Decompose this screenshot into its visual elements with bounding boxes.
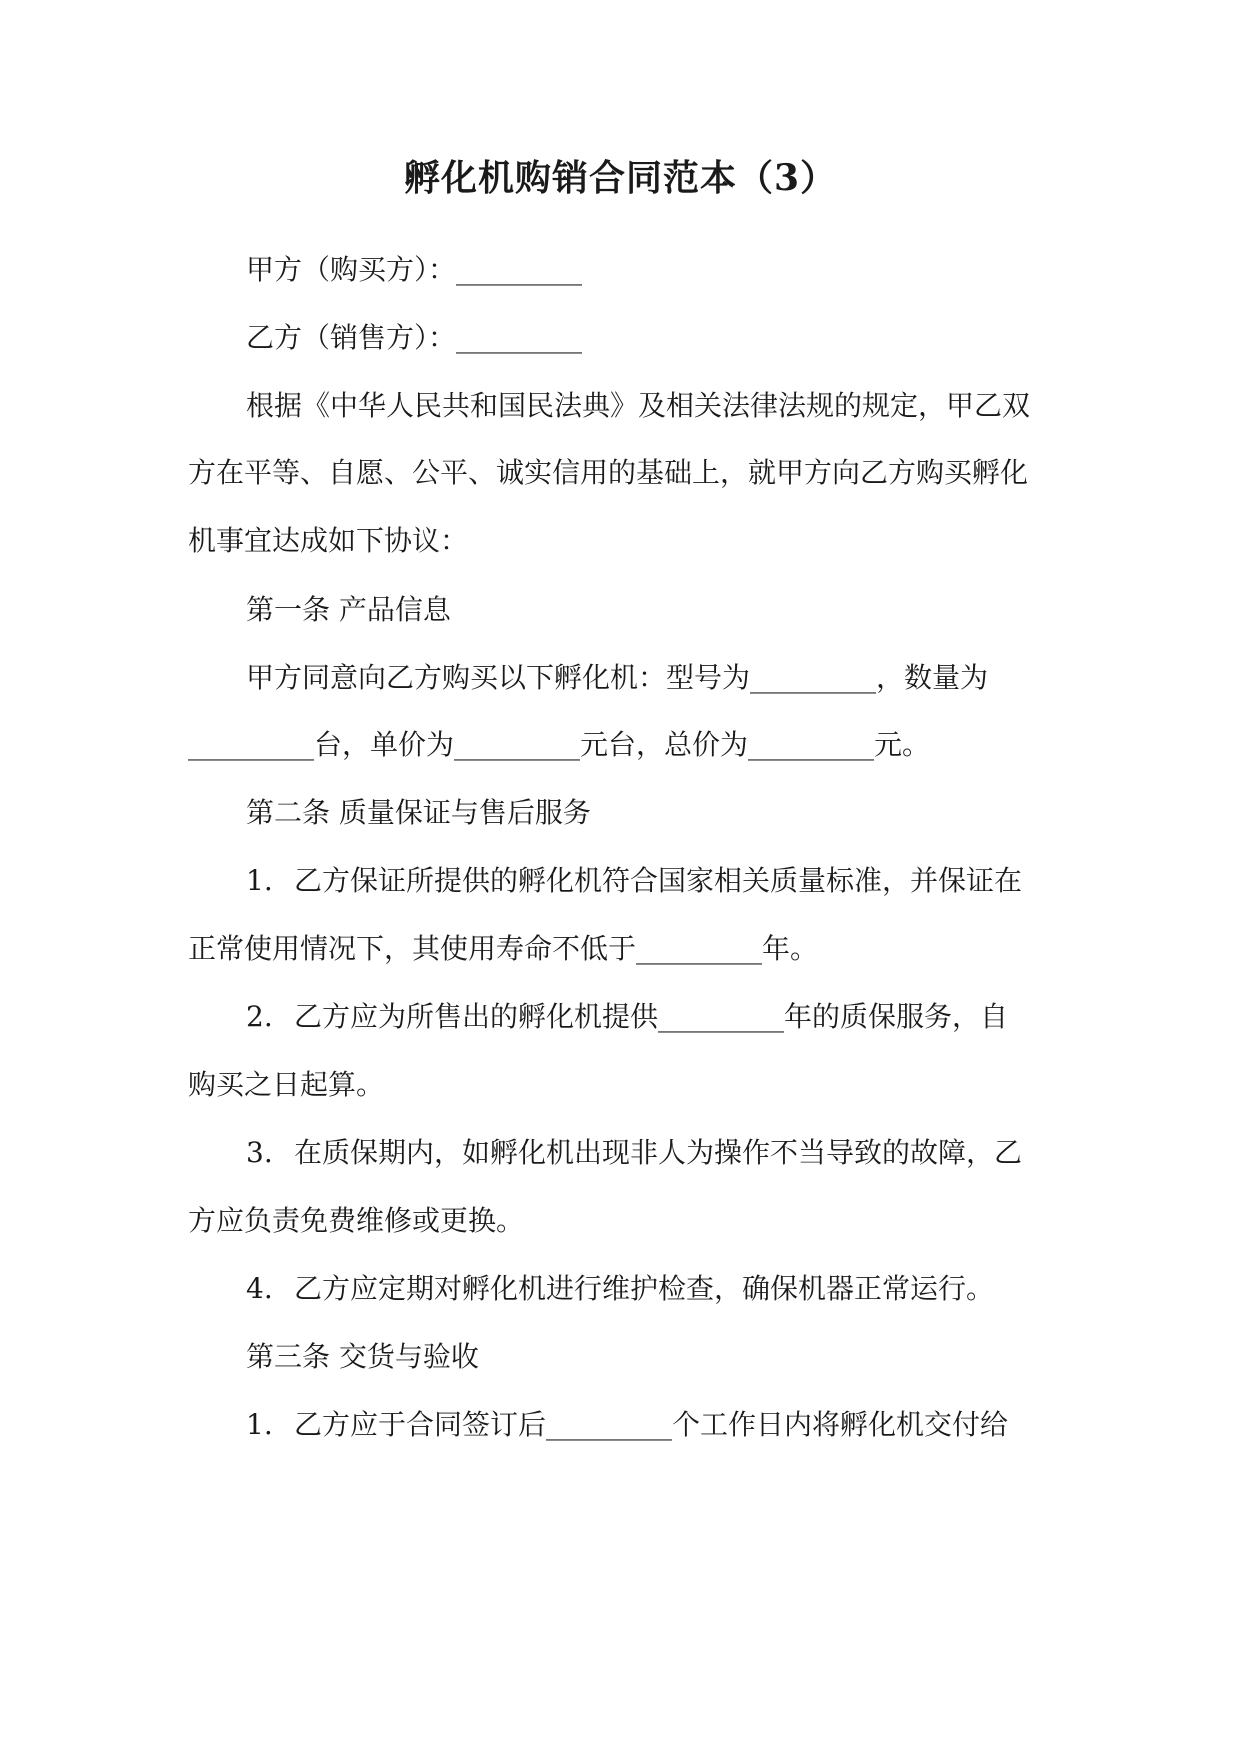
- item-text: 乙方应定期对孵化机进行维护检查，确保机器正常运行。: [294, 1272, 995, 1305]
- intro-line-2: 方在平等、自愿、公平、诚实信用的基础上，就甲方向乙方购买孵化: [188, 456, 1029, 489]
- article-2-item-2-line-2: 购买之日起算。: [188, 1068, 385, 1101]
- article-2-item-2-line-1: [246, 997, 1009, 1037]
- item-number: 2.: [246, 1000, 273, 1033]
- item-text: 乙方应于合同签订后_________个工作日内将孵化机交付给: [294, 1408, 1009, 1441]
- item-number: 3.: [246, 1136, 273, 1169]
- item-number: 1.: [246, 864, 273, 897]
- item-text: 在质保期内，如孵化机出现非人为操作不当导致的故障，乙: [294, 1136, 1023, 1169]
- item-text: 乙方保证所提供的孵化机符合国家相关质量标准，并保证在: [294, 864, 1023, 897]
- article-3-item-1-line-1: [246, 1405, 1009, 1445]
- document-title: 孵化机购销合同范本（3）: [403, 157, 838, 199]
- party-a: 甲方（购买方）：_________: [246, 253, 583, 286]
- article-2-item-3-line-1: [246, 1133, 1023, 1173]
- item-number: 1.: [246, 1408, 273, 1441]
- article-2-item-3-line-2: 方应负责免费维修或更换。: [188, 1204, 525, 1237]
- intro-line-3: 机事宜达成如下协议：: [188, 524, 469, 557]
- article-2-item-4-line-1: [246, 1269, 994, 1309]
- item-number: 4.: [246, 1272, 273, 1305]
- item-text: 乙方应为所售出的孵化机提供_________年的质保服务，自: [294, 1000, 1009, 1033]
- article-3-heading: 第三条 交货与验收: [246, 1340, 479, 1373]
- article-2-item-1-line-1: [246, 861, 1023, 901]
- party-b: 乙方（销售方）：_________: [246, 321, 583, 354]
- article-2-heading: 第二条 质量保证与售后服务: [246, 796, 591, 829]
- article-1-heading: 第一条 产品信息: [246, 593, 451, 626]
- article-1-line-1: 甲方同意向乙方购买以下孵化机：型号为_________，数量为: [246, 661, 989, 694]
- intro-line-1: 根据《中华人民共和国民法典》及相关法律法规的规定，甲乙双: [246, 389, 1031, 422]
- article-2-item-1-line-2: 正常使用情况下，其使用寿命不低于_________年。: [188, 932, 819, 965]
- article-1-line-2: _________台，单价为_________元台，总价为_________元。: [188, 728, 931, 761]
